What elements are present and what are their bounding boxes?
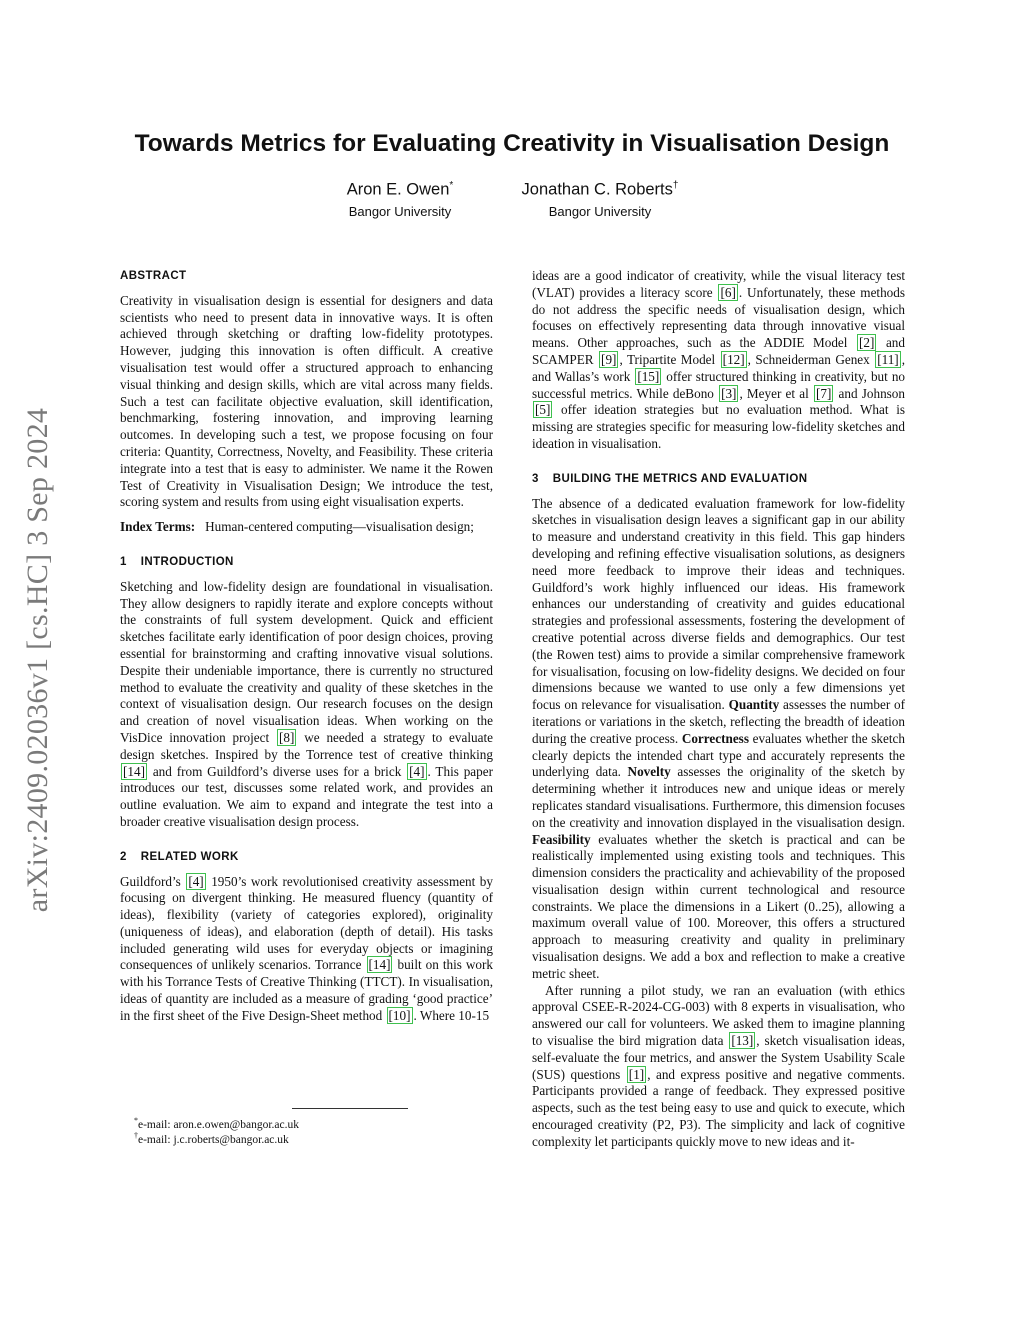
related-paragraph-left bbox=[120, 874, 493, 1025]
footnote-2-mark: † bbox=[134, 1131, 138, 1140]
citation-7[interactable]: [7] bbox=[815, 385, 832, 401]
related-right-7: offer structured thinking in creativity, but no successful metrics. While deBono bbox=[532, 368, 906, 401]
citation-14[interactable]: [14] bbox=[123, 763, 145, 779]
citation-2[interactable]: [2] bbox=[859, 335, 875, 351]
author-2-affiliation: Bangor University bbox=[548, 203, 652, 219]
keyword-correctness: Correctness bbox=[681, 730, 749, 746]
related-paragraph-right bbox=[532, 268, 905, 453]
intro-paragraph bbox=[120, 579, 493, 831]
index-terms bbox=[120, 519, 493, 536]
intro-text-4: . This paper introduces our test, discusses some related work, and provides an outline evaluation. We aim to expand and integrate the test into a broader creative visualisation design process. bbox=[120, 763, 493, 829]
keyword-quantity: Quantity bbox=[728, 697, 780, 713]
section-1-heading bbox=[120, 554, 493, 571]
index-terms-label: Index Terms: bbox=[120, 519, 196, 535]
related-right-5: , Schneiderman Genex bbox=[747, 351, 875, 367]
related-right-6: , and Wallas’s work bbox=[532, 351, 905, 384]
arxiv-stamp-text: arXiv:2409.02036v1 [cs.HC] 3 Sep 2024 bbox=[21, 407, 54, 913]
citation-9[interactable]: [9] bbox=[601, 351, 617, 367]
intro-text-3: and from Guildford’s diverse uses for a brick bbox=[147, 763, 407, 779]
citation-11[interactable]: [11] bbox=[877, 351, 899, 367]
citation-5[interactable]: [5] bbox=[535, 402, 551, 418]
building-text-4: assesses the originality of the sketch by determining whether it introduces new and unique ideas or merely replicates standard visualisations. Furthermore, this dimension focuses on the creativity and innovation displayed in the visualisation design. bbox=[532, 764, 905, 830]
citation-13[interactable]: [13] bbox=[731, 1033, 754, 1049]
citation-6[interactable]: [6] bbox=[720, 284, 736, 300]
paper-title: Towards Metrics for Evaluating Creativity in Visualisation Design bbox=[134, 130, 890, 157]
footnote-rule bbox=[292, 1108, 408, 1109]
building-text-5: evaluates whether the sketch is practical and can be realistically implemented using existing tools and techniques. This dimension considers the practicality and achievability of the proposed visualisation design within current technological and resource constraints. We place the dimensions in a Likert (0..25), allowing a maximum overall value of 100. Moreover, this offers a structured approach to measuring creativity and quality in preliminary visualisation designs. We add a box and reflection to make a creative metric sheet. bbox=[532, 831, 905, 981]
footnote-2 bbox=[134, 1128, 289, 1148]
building-text-2: assesses the number of iterations or variations in the sketch, reflecting the breadth of ideation during the creative process. bbox=[532, 697, 905, 746]
citation-3[interactable]: [3] bbox=[721, 385, 737, 401]
section-2-number: 2 bbox=[120, 850, 127, 863]
intro-text-2: we needed a strategy to evaluate design sketches. Inspired by the Torrence test of creative thinking bbox=[120, 729, 493, 762]
building-text-8: , and express positive and negative comments. Participants provided a range of feedback. They expressed positive aspects, such as the test being easy to use and quick to execute, which encouraged creativity (P2, P3). The simplicity and lack of cognitive complexity let participants quickly move to new ideas and it- bbox=[532, 1066, 906, 1149]
section-2-heading bbox=[120, 849, 493, 866]
author-2 bbox=[500, 176, 700, 219]
related-right-3: and SCAMPER bbox=[532, 335, 905, 367]
building-text-6: After running a pilot study, we ran an evaluation (with ethics approval CSEE-R-2024-CG-003) with 8 experts in visualisation, who answered our call for volunteers. We asked them to imagine planning to visualise the bird migration data bbox=[532, 982, 905, 1049]
building-text-3: evaluates whether the sketch clearly depicts the intended chart type and accurately represents the underlying data. bbox=[532, 730, 905, 780]
section-1-title: INTRODUCTION bbox=[140, 555, 234, 568]
section-3-heading bbox=[532, 471, 905, 488]
author-2-mark: † bbox=[672, 180, 679, 191]
arxiv-stamp bbox=[18, 360, 58, 960]
related-right-4: , Tripartite Model bbox=[619, 351, 720, 367]
building-text-7: , sketch visualisation ideas, self-evaluate the four metrics, and answer the System Usability Scale (SUS) questions bbox=[532, 1033, 905, 1082]
related-text-1: Guildford’s bbox=[120, 873, 186, 889]
author-1-name: Aron E. Owen bbox=[346, 180, 450, 199]
related-right-9: and Johnson bbox=[834, 385, 905, 401]
related-right-10: offer ideation strategies but no evaluation method. What is missing are strategies specific for measuring low-fidelity sketches and ideation in visualisation. bbox=[532, 402, 905, 451]
related-text-2: 1950’s work revolutionised creativity assessment by focusing on divergent thinking. He measured fluency (quantity of ideas), flexibility (variety of categories explored), originality (uniqueness of ideas), and elaboration (depth of detail). His tasks included generating wild uses for everyday objects or imagining consequences of unlikely scenarios. Torrance bbox=[120, 873, 493, 973]
related-text-4: . Where 10-15 bbox=[413, 1007, 490, 1023]
index-terms-text: Human-centered computing—visualisation design; bbox=[205, 519, 474, 535]
citation-4b[interactable]: [4] bbox=[188, 873, 204, 889]
related-right-8: , Meyer et al bbox=[739, 385, 813, 401]
citation-14b[interactable]: [14] bbox=[368, 957, 391, 973]
keyword-novelty: Novelty bbox=[627, 764, 671, 780]
footnote-1-text: e-mail: aron.e.owen@bangor.ac.uk bbox=[138, 1118, 299, 1131]
author-1-mark: * bbox=[449, 180, 454, 191]
abstract-heading: ABSTRACT bbox=[120, 270, 187, 282]
footnote-1-mark: * bbox=[134, 1116, 138, 1125]
intro-text-1: Sketching and low-fidelity design are foundational in visualisation. They allow designers to rapidly iterate and explore concepts without the constraints of full system development. Quick and efficient sketches facilitate early identification of poor design choices, proving essential for brainstorming and crafting innovative visual solutions. Despite their undeniable importance, there is currently no structured method to evaluate the creativity and quality of these sketches in the context of visualisation design. Our research focuses on the design and creation of novel visualisation ideas. When working on the VisDice innovation project bbox=[120, 578, 493, 745]
building-text-1: The absence of a dedicated evaluation framework for low-fidelity sketches in visualisation design leaves a significant gap in our ability to measure and understand creativity in this field. This gap hinders developing and refining effective visualisation solutions, as designers need more feedback to improve their ideas and techniques. Guildford’s work highly influenced our ideas. His framework enhances our understanding of creativity and guides educational strategies and professional assessments, fostering the development of creative potential across diverse fields and demographics. Our test (the Rowen test) aims to provide a similar comprehensive framework for visualisation, focusing on low-fidelity designs. We decided on four dimensions because we wanted to use only a few dimensions yet focus on relevance for visualisation. bbox=[532, 495, 905, 713]
related-text-3: built on this work with his Torrance Tests of Creative Thinking (TTCT). In visualisation, ideas of quantity are included as a measure of grading ‘good practice’ in the first sheet of the Five Design-Sheet method bbox=[120, 957, 494, 1023]
footnote-2-text: e-mail: j.c.roberts@bangor.ac.uk bbox=[138, 1133, 289, 1146]
citation-8[interactable]: [8] bbox=[279, 729, 295, 745]
section-3-number: 3 bbox=[532, 472, 539, 485]
citation-15[interactable]: [15] bbox=[637, 368, 660, 384]
citation-10[interactable]: [10] bbox=[388, 1007, 411, 1023]
related-right-1: ideas are a good indicator of creativity, while the visual literacy test (VLAT) provides a literacy score bbox=[532, 268, 905, 300]
left-column bbox=[120, 268, 493, 1025]
section-3-title: BUILDING THE METRICS AND EVALUATION bbox=[552, 472, 808, 485]
citation-1[interactable]: [1] bbox=[628, 1066, 645, 1082]
building-paragraph-2 bbox=[532, 983, 905, 1151]
abstract-text: Creativity in visualisation design is essential for designers and data scientists who need to present data in innovative ways. It is often achieved through sketching or drafting low-fidelity prototypes. However, judging this innovation is often difficult. A creative visualisation test would offer a structured approach to enhancing visual thinking and design skills, which are vital across many fields. Such a test can facilitate objective evaluation, skill identification, benchmarking, fostering innovation, and improving learning outcomes. In developing such a test, we propose focusing on four criteria: Quantity, Correctness, Novelty, and Feasibility. These criteria integrate into a test that is easy to administer. We name it the Rowen Test of Creativity in Visualisation Design; We introduce the test, scoring system and results from using eight visualisation experts. bbox=[120, 292, 493, 510]
author-1 bbox=[300, 176, 500, 219]
citation-4[interactable]: [4] bbox=[409, 763, 425, 779]
citation-12[interactable]: [12] bbox=[722, 351, 745, 367]
author-2-name: Jonathan C. Roberts bbox=[521, 180, 673, 199]
right-column bbox=[532, 268, 905, 1151]
section-2-title: RELATED WORK bbox=[140, 850, 239, 863]
related-right-2: . Unfortunately, these methods do not address the specific needs of visualisation design, which focuses on effectively representing data through innovative visual means. Other approaches, such as the ADDIE Model bbox=[532, 284, 905, 351]
author-1-affiliation: Bangor University bbox=[348, 203, 452, 219]
section-1-number: 1 bbox=[120, 555, 127, 568]
keyword-feasibility: Feasibility bbox=[532, 831, 591, 847]
building-paragraph-1 bbox=[532, 496, 905, 983]
